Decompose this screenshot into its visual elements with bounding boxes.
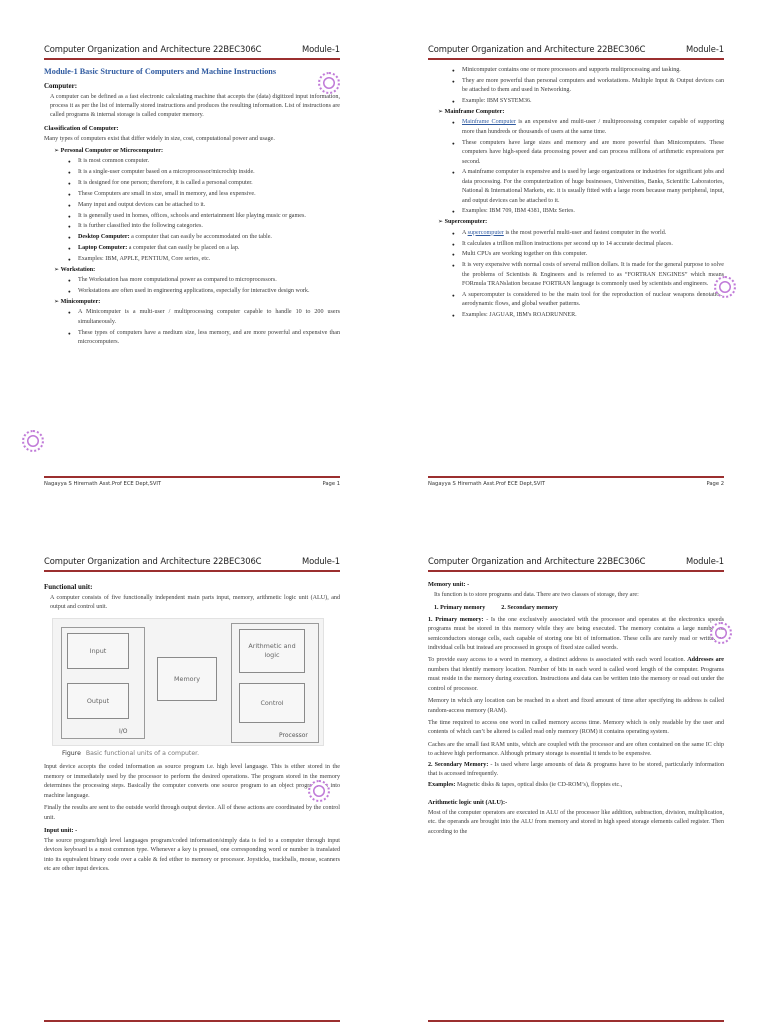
supercomputer-list — [428, 229, 724, 321]
primary-text: - Is the one exclusively associated with the processor and operates at the electronics speeds programs must be stored in this memory while they are being executed. The memory contains a large number of semiconductors storage cells, each capable of storing one bit of information. These cells are rarely read or written as individual cells but instead are processed in groups of fixed size called words. — [428, 616, 725, 651]
paragraph-primary-memory — [428, 616, 724, 654]
subheading-mainframe: ➢ Mainframe Computer: — [428, 108, 724, 117]
list-item: ● Examples: IBM, APPLE, PENTIUM, Core series, etc. — [78, 255, 340, 264]
list-item: ● It is very expensive with normal costs of several million dollars. It is made for the general purpose to solve the problems of Scientists & Engineers and is referred to as “FORTRAN ENGINES” which means FORmula TRANslation because FORTRAN language is commonly used by scientists and engineers. — [462, 261, 724, 289]
footer-page-number: Page 2 — [706, 481, 724, 487]
section-heading-input-unit: Input unit: - — [44, 826, 78, 834]
workstation-list — [44, 276, 340, 296]
output-box: Output — [67, 683, 129, 719]
secondary-label: 2. Secondary Memory: — [428, 761, 489, 768]
list-item: ● It is a single-user computer based on a microprocessor/microchip inside. — [78, 168, 340, 177]
paragraph-addresses — [428, 656, 724, 694]
secondary-text: - Is used where large amounts of data & programs have to be stored, particularly information that is accessed infrequently. — [428, 761, 724, 778]
subheading-workstation: ➢ Workstation: — [44, 266, 340, 275]
page-body — [428, 578, 724, 840]
page-body — [44, 66, 340, 349]
desktop-label: Desktop Computer: — [78, 234, 130, 241]
computer-definition: A computer can be defined as a fast electronic calculating machine that accepts the (data) digitized input information, process it as per the list of internally stored instructions and produces the resulting information. List of instructions are called programs & internal storage is called computer memory. — [50, 93, 340, 119]
header-title: Computer Organization and Architecture 22BEC306C — [428, 556, 646, 566]
paragraph: Input device accepts the coded information as source program i.e. high level language. This is either stored in the memory or immediately used by the processor to perform the desired operations. The program stored in the memory determines the processing steps. Basically the computer converts one source program to an object program. i.e. into machine language. — [44, 764, 340, 799]
paragraph: Memory in which any location can be reached in a short and fixed amount of time after specifying its address is called random-access memory (RAM). — [428, 698, 724, 714]
list-item: ● Many input and output devices can be attached to it. — [78, 201, 340, 210]
examples-text: Magnetic disks & tapes, optical disks (ie CD-ROM’s), floppies etc., — [455, 781, 623, 788]
page-header — [428, 556, 724, 566]
mainframe-text: is an expensive and multi-user / multiprocessing computer capable of supporting more than hundreds or thousands of users at the same time. — [462, 119, 724, 135]
list-item: ● Minicomputer contains one or more processors and supports multiprocessing and tasking. — [462, 66, 724, 75]
section-heading-classification: Classification of Computer: — [44, 124, 119, 132]
list-item: ● It is designed for one person; therefore, it is called a personal computer. — [78, 179, 340, 188]
functional-unit-intro: A computer consists of five functionally independent main parts input, memory, arithmetic logic unit (ALU), and output and control unit. — [50, 594, 340, 611]
footer-rule — [428, 476, 724, 478]
mainframe-link[interactable]: Mainframe Computer — [462, 119, 516, 126]
list-item: ● It is most common computer. — [78, 157, 340, 166]
document-page-4 — [384, 512, 768, 1024]
header-rule — [428, 58, 724, 60]
list-item: ● Multi CPUs are working together on this computer. — [462, 250, 724, 259]
super-text: is the most powerful multi-user and fastest computer in the world. — [503, 229, 667, 236]
header-module: Module-1 — [685, 556, 724, 566]
list-item: ● Example: IBM SYSTEM36. — [462, 97, 724, 106]
circular-stamp-icon — [710, 622, 732, 644]
footer-author: Nagayya S Hiremath Asst.Prof ECE Dept,SVIT — [428, 481, 546, 487]
circular-stamp-icon — [714, 276, 736, 298]
module-title: Module-1 Basic Structure of Computers and Machine Instructions — [44, 67, 277, 76]
laptop-text: a computer that can easily be placed on a lap. — [127, 245, 240, 252]
section-heading-functional-unit: Functional unit: — [44, 583, 93, 591]
figure-label: Figure — [62, 749, 81, 757]
document-page-1 — [0, 0, 384, 512]
io-label: I/O — [119, 727, 128, 735]
laptop-label: Laptop Computer: — [78, 245, 128, 252]
list-item: ● A Minicomputer is a multi-user / multiprocessing computer capable to handle 10 to 200 users simultaneously. — [78, 308, 340, 327]
addr-post: numbers that identify memory location. Number of bits in each word is called word length of the computer. Programs must reside in the memory during execution. Instructions and data can be written into the memory or read out under the control of processor. — [428, 666, 724, 692]
control-box: Control — [239, 683, 305, 723]
list-item — [462, 118, 724, 137]
paragraph: Finally the results are sent to the outside world through output device. All of these actions are coordinated by the control unit. — [44, 805, 340, 821]
subheading-personal-computer: ➢ Personal Computer or Microcomputer: — [44, 147, 340, 156]
subheading-minicomputer: ➢ Minicomputer: — [44, 298, 340, 307]
desktop-text: a computer that can easily be accommodated on the table. — [129, 234, 272, 241]
memory-box: Memory — [157, 657, 217, 701]
list-item: ● A mainframe computer is expensive and is used by large organizations or industries for significant jobs and data processing. For the computerization of huge businesses, Universities, Banks, Scientific Laboratories, National & International Markets, etc. it is usually fitted with a large room because many peripheral, input, and output devices can be attached to it. — [462, 168, 724, 206]
list-item: ● These Computers are small in size, small in memory, and less expensive. — [78, 190, 340, 199]
primary-label: 1. Primary memory: — [428, 616, 484, 623]
header-module: Module-1 — [301, 44, 340, 54]
paragraph: The time required to access one word in called memory access time. Memory which is only readable by the user and contents of which can’t be altered is called read only memory (ROM) it contains operating system. — [428, 720, 724, 736]
footer-rule — [44, 476, 340, 478]
list-item: ● They are more powerful than personal computers and workstations. Multiple Input & Output devices can be attached to them and used in Networking. — [462, 77, 724, 96]
list-item: ● Workstations are often used in engineering applications, especially for interactive design work. — [78, 287, 340, 296]
page-header — [44, 556, 340, 566]
document-page-3 — [0, 512, 384, 1024]
header-rule — [44, 58, 340, 60]
circular-stamp-icon — [308, 780, 330, 802]
paragraph-secondary-memory — [428, 761, 724, 780]
page-header — [428, 44, 724, 54]
header-title: Computer Organization and Architecture 22BEC306C — [44, 556, 262, 566]
page-footer — [428, 481, 724, 487]
list-item — [462, 229, 724, 238]
figure-caption-text: Basic functional units of a computer. — [85, 749, 200, 757]
minicomputer-list — [44, 308, 340, 347]
paragraph: Most of the computer operators are executed in ALU of the processor like addition, subtraction, division, multiplication, etc. the operands are brought into the ALU from memory and stored in high speed storage elements called register. Then according to the — [428, 809, 724, 835]
subheading-supercomputer: ➢ Supercomputer: — [428, 218, 724, 227]
pc-list — [44, 157, 340, 264]
examples-label: Examples: — [428, 781, 456, 788]
section-heading-memory-unit: Memory unit: - — [428, 581, 470, 588]
list-item: ● A supercomputer is considered to be the main tool for the reproduction of nuclear weapons denotation, aerodynamic flows, and global weather patterns. — [462, 291, 724, 310]
functional-units-figure — [52, 618, 324, 746]
list-item: ● It is further classified into the following categories. — [78, 222, 340, 231]
classification-intro: Many types of computers exist that differ widely in size, cost, computational power and usage. — [44, 135, 275, 142]
list-item: ● Examples: JAGUAR, IBM's ROADRUNNER. — [462, 311, 724, 320]
footer-page-number: Page 1 — [322, 481, 340, 487]
figure-caption — [62, 749, 340, 759]
storage-class-secondary: 2. Secondary memory — [501, 605, 558, 612]
addr-pre: To provide easy access to a word in memory, a distinct address is associated with each word location. — [428, 657, 688, 664]
storage-class-primary: 1. Primary memory — [434, 605, 486, 612]
list-item: ● These computers have large sizes and memory and are more powerful than Minicomputers. These computers have high-speed data processing power and can process millions of arithmetic expressions per second. — [462, 139, 724, 167]
alu-box: Arithmetic and logic — [239, 629, 305, 673]
section-heading-computer: Computer: — [44, 81, 78, 90]
page-body — [428, 66, 724, 322]
input-box: Input — [67, 633, 129, 669]
header-module: Module-1 — [685, 44, 724, 54]
list-item: ● These types of computers have a medium size, less memory, and are more powerful and expensive than microcomputers. — [78, 329, 340, 348]
paragraph: Caches are the small fast RAM units, which are coupled with the processor and are often contained on the same IC chip to achieve high performance. Although primary storage is essential it tends to be expensive. — [428, 741, 724, 758]
header-title: Computer Organization and Architecture 22BEC306C — [428, 44, 646, 54]
page-body — [44, 580, 340, 877]
header-module: Module-1 — [301, 556, 340, 566]
list-item-laptop — [78, 244, 340, 253]
section-heading-alu: Arithmetic logic unit (ALU):- — [428, 799, 508, 807]
header-rule — [428, 570, 724, 572]
list-item-desktop — [78, 233, 340, 242]
memory-intro: Its function is to store programs and data. There are two classes of storage, they are: — [434, 591, 639, 598]
footer-rule — [428, 1020, 724, 1022]
processor-label: Processor — [279, 731, 308, 739]
document-page-2 — [384, 0, 768, 512]
addr-bold: Addresses are — [687, 657, 724, 664]
paragraph-examples — [428, 781, 724, 790]
list-item: ● The Workstation has more computational power as compared to microprocessors. — [78, 276, 340, 285]
storage-classes — [434, 604, 724, 613]
circular-stamp-icon — [318, 72, 340, 94]
mainframe-list — [428, 118, 724, 217]
page-footer — [44, 481, 340, 487]
paragraph: The source program/high level languages program/coded information/simply data is fed to a computer through input devices keyboard is a most common type. Whenever a key is pressed, one corresponding word or number is translated into its equivalent binary code over a cable & fed either to memory or processor. Joysticks, trackballs, mouse, scanners etc are other input devices. — [44, 837, 340, 873]
page-header — [44, 44, 340, 54]
list-item: ● It calculates a trillion million instructions per second up to 14 accurate decimal places. — [462, 240, 724, 249]
list-item: ● It is generally used in homes, offices, schools and entertainment like playing music or games. — [78, 212, 340, 221]
super-prefix: A — [462, 229, 468, 236]
footer-rule — [44, 1020, 340, 1022]
circular-stamp-icon — [22, 430, 44, 452]
minicomputer-list-continued — [428, 66, 724, 107]
supercomputer-link[interactable]: supercomputer — [467, 229, 504, 236]
header-title: Computer Organization and Architecture 22BEC306C — [44, 44, 262, 54]
list-item: ● Examples: IBM 709, IBM 4381, IBMz Series. — [462, 207, 724, 216]
footer-author: Nagayya S Hiremath Asst.Prof ECE Dept,SVIT — [44, 481, 162, 487]
header-rule — [44, 570, 340, 572]
